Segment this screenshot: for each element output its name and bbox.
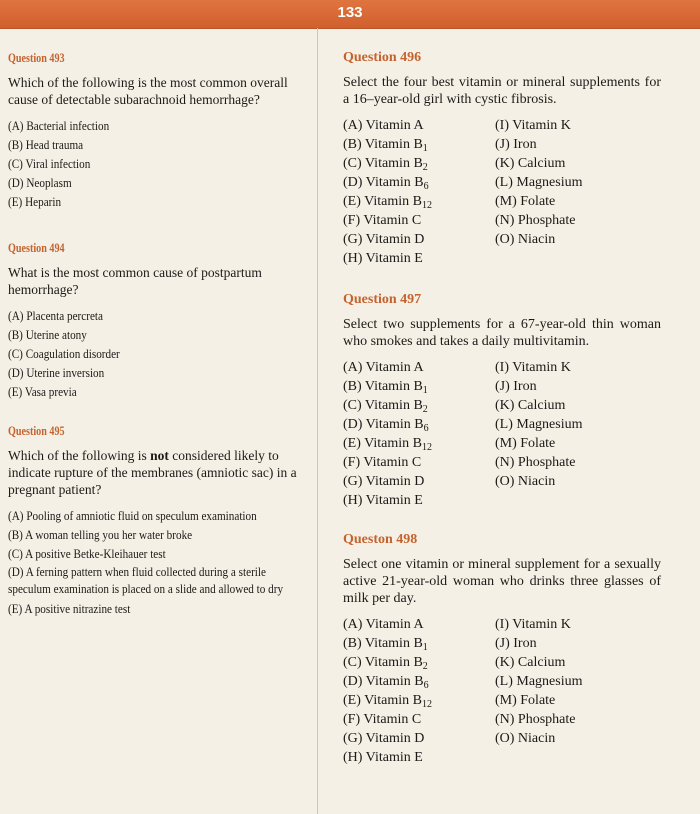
- option-i: (I) Vitamin K: [495, 118, 571, 133]
- page-number: 133: [337, 4, 363, 21]
- question-text: [8, 447, 298, 498]
- option-n: (N) Phosphate: [495, 455, 576, 470]
- option-j: (J) Iron: [495, 636, 537, 651]
- option-f: (F) Vitamin C: [343, 455, 422, 470]
- option-d: (D) Uterine inversion: [8, 365, 105, 380]
- option-e: (E) Vitamin $B_{12}$: [343, 436, 433, 453]
- option-a: (A) Bacterial infection: [8, 118, 110, 133]
- question-title: Question 494: [8, 240, 65, 255]
- option-n: (N) Phosphate: [495, 712, 576, 727]
- question-496: [343, 50, 661, 292]
- question-text: Select one vitamin or mineral supplement for a sexually active 21-year-old woman who drinks three glasses of milk per day.: [343, 557, 661, 606]
- option-c: (C) Vitamin $B_2$: [343, 655, 428, 672]
- option-c: (C) Coagulation disorder: [8, 346, 120, 361]
- option-b: (B) Vitamin $B_1$: [343, 379, 428, 396]
- option-b: (B) A woman telling you her water broke: [8, 527, 193, 542]
- option-f: (F) Vitamin C: [343, 213, 422, 228]
- option-g: (G) Vitamin D: [343, 474, 425, 489]
- option-c: (C) Viral infection: [8, 156, 91, 171]
- option-n: (N) Phosphate: [495, 213, 576, 228]
- question-text: Select the four best vitamin or mineral supplements for a 16–year-old girl with cystic fibrosis.: [343, 75, 661, 107]
- question-title: Question 496: [343, 50, 422, 65]
- option-b: (B) Vitamin $B_1$: [343, 636, 428, 653]
- option-l: (L) Magnesium: [495, 175, 583, 190]
- question-497: [343, 292, 661, 532]
- question-494: [8, 240, 308, 423]
- option-b: (B) Vitamin $B_1$: [343, 137, 428, 154]
- option-a: (A) Vitamin A: [343, 118, 424, 133]
- emphasis-word: not: [150, 448, 169, 463]
- option-d: (D) Vitamin $B_6$: [343, 417, 429, 434]
- question-title: Question 493: [8, 50, 65, 65]
- option-k: (K) Calcium: [495, 156, 566, 171]
- option-h: (H) Vitamin E: [343, 750, 423, 765]
- option-d: (D) Vitamin $B_6$: [343, 175, 429, 192]
- option-d: (D) A ferning pattern when fluid collected during a sterile speculum examination is placed on a slide and allowed to dry: [8, 564, 284, 596]
- option-m: (M) Folate: [495, 194, 556, 209]
- option-k: (K) Calcium: [495, 655, 566, 670]
- option-i: (I) Vitamin K: [495, 360, 571, 375]
- option-o: (O) Niacin: [495, 232, 556, 247]
- right-column: [343, 50, 661, 767]
- question-text-part: considered likely to indicate rupture of the membranes (amniotic sac) in a pregnant patient?: [8, 448, 297, 497]
- option-a: (A) Pooling of amniotic fluid on speculum examination: [8, 508, 257, 523]
- question-493: [8, 50, 308, 240]
- question-498: [343, 532, 661, 767]
- question-title: Queston 498: [343, 532, 418, 547]
- option-o: (O) Niacin: [495, 731, 556, 746]
- option-a: (A) Placenta percreta: [8, 308, 103, 323]
- option-m: (M) Folate: [495, 436, 556, 451]
- option-e: (E) Vitamin $B_{12}$: [343, 194, 433, 211]
- column-divider: [317, 28, 318, 814]
- option-b: (B) Head trauma: [8, 137, 84, 152]
- option-c: (C) Vitamin $B_2$: [343, 398, 428, 415]
- option-i: (I) Vitamin K: [495, 617, 571, 632]
- option-h: (H) Vitamin E: [343, 251, 423, 266]
- question-text: Select two supplements for a 67-year-old thin woman who smokes and takes a daily multivitamin.: [343, 317, 661, 349]
- question-text-part: Which of the following is: [8, 448, 151, 463]
- options-list: [343, 358, 661, 510]
- question-text: What is the most common cause of postpartum hemorrhage?: [8, 265, 262, 297]
- option-g: (G) Vitamin D: [343, 232, 425, 247]
- option-e: (E) Vasa previa: [8, 384, 77, 399]
- option-c: (C) Vitamin $B_2$: [343, 156, 428, 173]
- question-title: Question 495: [8, 423, 65, 438]
- option-c: (C) A positive Betke-Kleihauer test: [8, 546, 166, 561]
- option-e: (E) A positive nitrazine test: [8, 601, 131, 616]
- option-a: (A) Vitamin A: [343, 360, 424, 375]
- page-header-bar: [0, 0, 700, 29]
- option-f: (F) Vitamin C: [343, 712, 422, 727]
- option-k: (K) Calcium: [495, 398, 566, 413]
- option-m: (M) Folate: [495, 693, 556, 708]
- left-column: [8, 50, 308, 618]
- options-list: [343, 116, 661, 268]
- option-j: (J) Iron: [495, 379, 537, 394]
- option-e: (E) Vitamin $B_{12}$: [343, 693, 433, 710]
- question-text: Which of the following is the most common overall cause of detectable subarachnoid hemorrhage?: [8, 75, 288, 107]
- option-j: (J) Iron: [495, 137, 537, 152]
- option-e: (E) Heparin: [8, 194, 62, 209]
- question-title: Question 497: [343, 292, 422, 307]
- option-d: (D) Vitamin $B_6$: [343, 674, 429, 691]
- option-o: (O) Niacin: [495, 474, 556, 489]
- option-l: (L) Magnesium: [495, 674, 583, 689]
- options-list: [343, 615, 661, 767]
- question-495: [8, 423, 308, 618]
- option-b: (B) Uterine atony: [8, 327, 87, 342]
- option-l: (L) Magnesium: [495, 417, 583, 432]
- option-a: (A) Vitamin A: [343, 617, 424, 632]
- option-g: (G) Vitamin D: [343, 731, 425, 746]
- option-d: (D) Neoplasm: [8, 175, 72, 190]
- option-h: (H) Vitamin E: [343, 493, 423, 508]
